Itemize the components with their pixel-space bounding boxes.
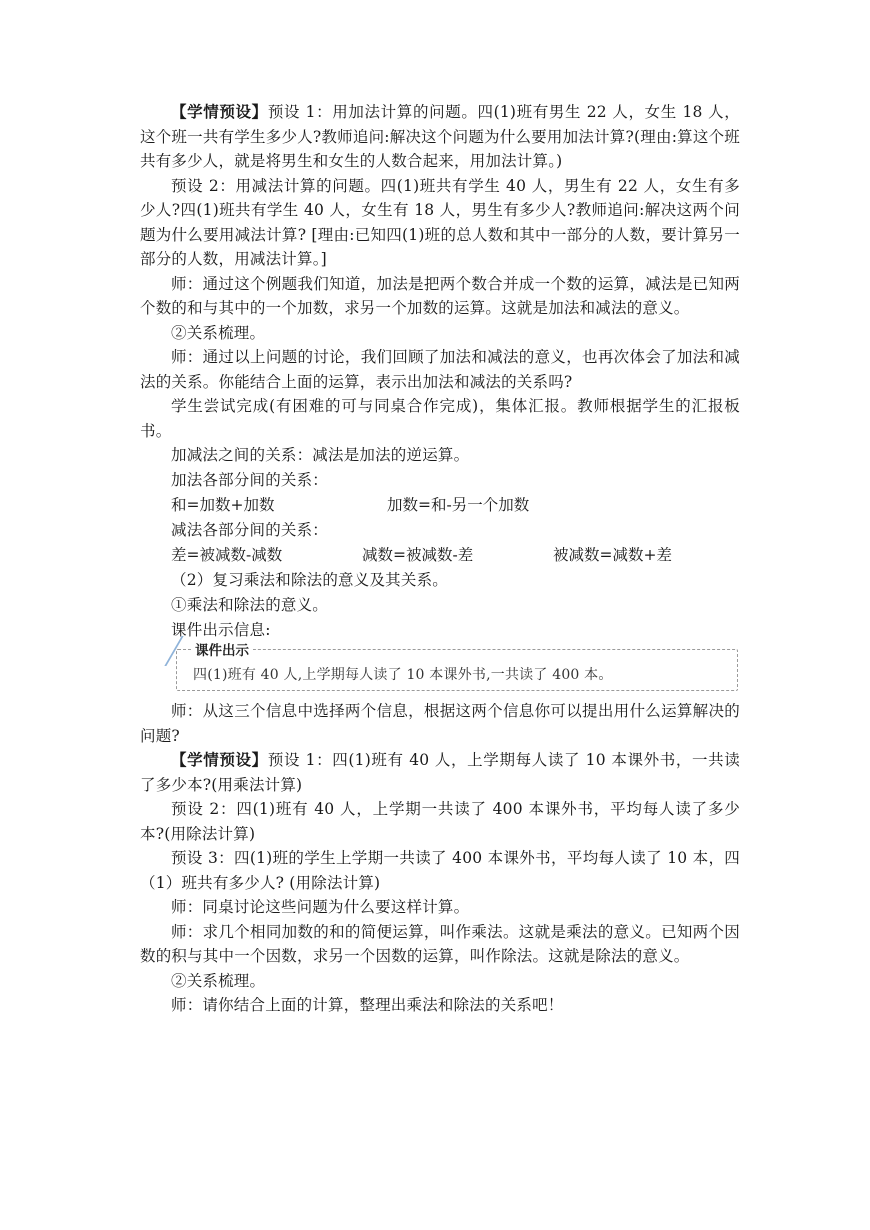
paragraph-mid-3: 课件出示信息:	[171, 621, 271, 639]
formula-minuend: 被减数=减数+差	[553, 546, 672, 564]
paragraph-4: ②关系梳理。	[171, 323, 266, 342]
formula-addend: 加数=和-另一个加数	[387, 496, 530, 514]
courseware-text: 四(1)班有 40 人,上学期每人读了 10 本课外书,一共读了 400 本。	[193, 667, 613, 683]
paragraph-b8: 师：请你结合上面的计算，整理出乘法和除法的关系吧！	[171, 996, 564, 1014]
paragraph-2: 预设 2：用减法计算的问题。四(1)班共有学生 40 人，男生有 22 人，女生有多少人?四(1)班共有学生 40 人，女生有 18 人，男生有多少人?教师追问:解决这两个问题为什么要用减法计算? [理由:已知四(1)班的总人数和其中一部分的人数，要计算另一部分的人数，用减法计算。]	[140, 176, 740, 268]
document-page	[140, 100, 740, 1018]
paragraph-8: 加法各部分间的关系：	[171, 471, 329, 489]
paragraph-7: 加减法之间的关系：减法是加法的逆运算。	[171, 446, 470, 464]
paragraph-b1: 师：从这三个信息中选择两个信息，根据这两个信息你可以提出用什么运算解决的问题?	[140, 702, 740, 745]
formula-difference: 差=被减数-减数	[171, 546, 283, 564]
paragraph-b4: 预设 3：四(1)班的学生上学期一共读了 400 本课外书，平均每人读了 10 本，四（1）班共有多少人? (用除法计算)	[140, 849, 740, 892]
paragraph-mid-2: ①乘法和除法的意义。	[171, 596, 329, 614]
paragraph-6: 学生尝试完成(有困难的可与同桌合作完成)，集体汇报。教师根据学生的汇报板书。	[140, 397, 740, 440]
paragraph-b3: 预设 2：四(1)班有 40 人，上学期一共读了 400 本课外书，平均每人读了多少本?(用除法计算)	[140, 800, 740, 843]
paragraph-b5: 师：同桌讨论这些问题为什么要这样计算。	[171, 898, 470, 916]
subtraction-relations-row	[140, 543, 740, 568]
formula-sum: 和=加数+加数	[171, 496, 275, 514]
courseware-tag: 课件出示	[191, 639, 253, 659]
subtraction-heading: 减法各部分间的关系：	[171, 521, 329, 539]
paragraph-5: 师：通过以上问题的讨论，我们回顾了加法和减法的意义，也再次体会了加法和减法的关系。你能结合上面的运算，表示出加法和减法的关系吗?	[140, 348, 740, 391]
paragraph-b6: 师：求几个相同加数的和的简便运算，叫作乘法。这就是乘法的意义。已知两个因数的积与其中一个因数，求另一个因数的运算，叫作除法。这就是除法的意义。	[140, 922, 740, 965]
formula-subtrahend: 减数=被减数-差	[362, 546, 474, 564]
paragraph-b7: ②关系梳理。	[171, 971, 266, 990]
paragraph-1: 【学情预设】预设 1：用加法计算的问题。四(1)班有男生 22 人，女生 18 人，这个班一共有学生多少人?教师追问:解决这个问题为什么要用加法计算?(理由:算这个班共有多少人，就是将男生和女生的人数合起来，用加法计算。)	[140, 102, 740, 170]
paragraph-mid-1: （2）复习乘法和除法的意义及其关系。	[171, 571, 448, 589]
courseware-box	[176, 643, 738, 691]
paragraph-b2: 【学情预设】预设 1：四(1)班有 40 人，上学期每人读了 10 本课外书，一共读了多少本?(用乘法计算)	[140, 750, 740, 794]
paragraph-3: 师：通过这个例题我们知道，加法是把两个数合并成一个数的运算，减法是已知两个数的和与其中的一个加数，求另一个加数的运算。这就是加法和减法的意义。	[140, 274, 740, 317]
addition-relations-row	[140, 493, 740, 518]
